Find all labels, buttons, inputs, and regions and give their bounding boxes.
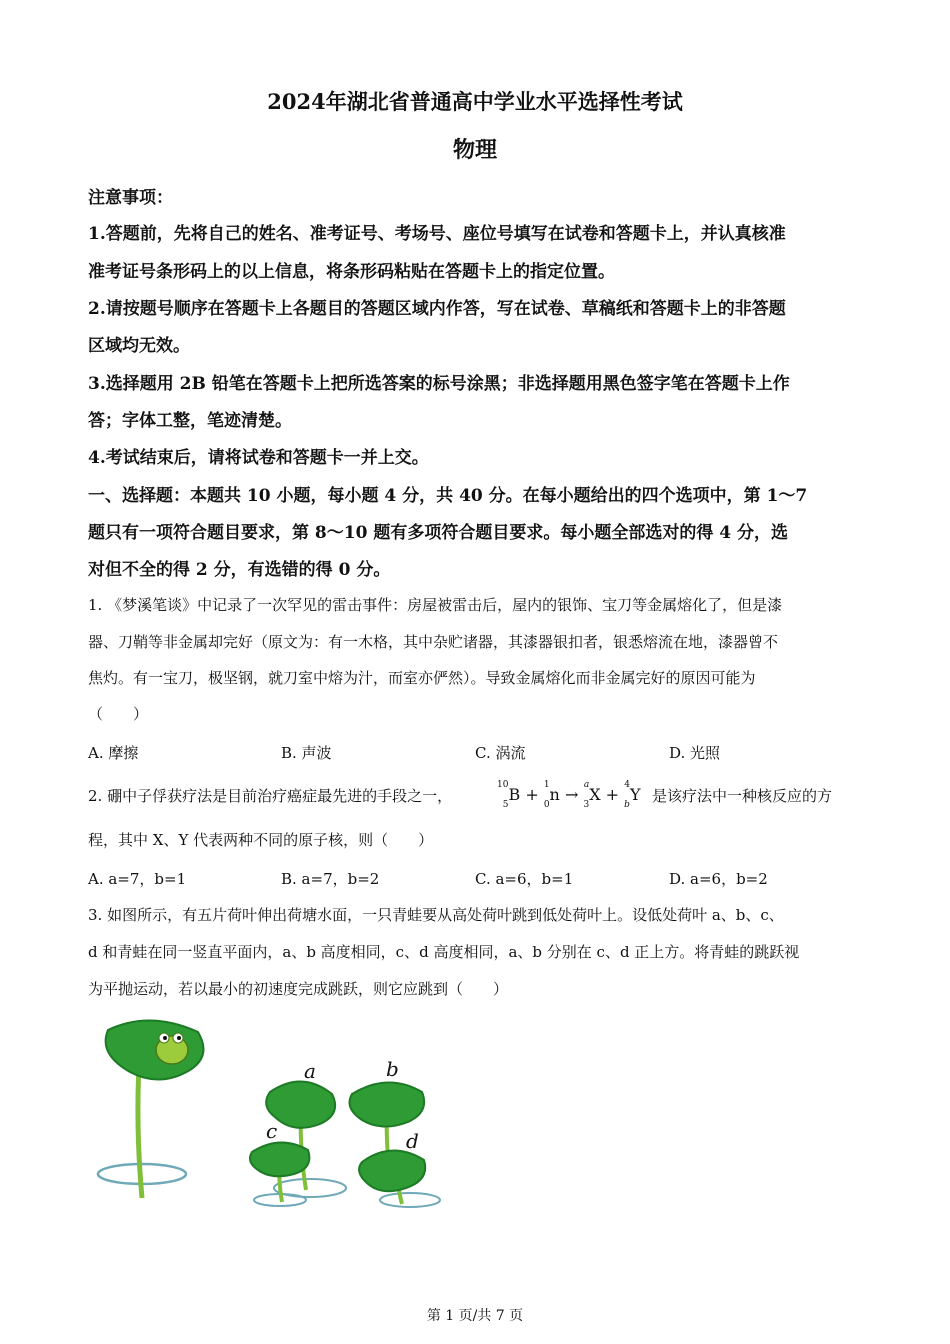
notice-line: 答；字体工整，笔迹清楚。: [88, 411, 292, 431]
leaf-label-a: a: [304, 1059, 316, 1083]
leaf-label-c: c: [266, 1119, 278, 1143]
exam-title: 2024年湖北省普通高中学业水平选择性考试: [267, 89, 683, 114]
question-3-text: 3. 如图所示，有五片荷叶伸出荷塘水面，一只青蛙要从高处荷叶跳到低处荷叶上。设低处荷叶 a、b、c、: [88, 906, 784, 924]
section-instructions: 对但不全的得 2 分，有选错的得 0 分。: [88, 560, 391, 580]
lotus-leaf-c: [250, 1142, 309, 1176]
notice-line: 区域均无效。: [88, 336, 190, 356]
q1-option-b: B. 声波: [281, 744, 332, 762]
page-number: 第 1 页/共 7 页: [426, 1308, 524, 1324]
q1-option-d: D. 光照: [669, 744, 721, 762]
q2-option-a: A. a=7，b=1: [88, 870, 187, 888]
question-2-text: 程，其中 X、Y 代表两种不同的原子核，则（ ）: [88, 831, 434, 849]
notice-heading: 注意事项：: [88, 188, 173, 208]
section-instructions: 题只有一项符合题目要求，第 8～10 题有多项符合题目要求。每小题全部选对的得 4 分，选: [88, 523, 788, 543]
notice-line: 1.答题前，先将自己的姓名、准考证号、考场号、座位号填写在试卷和答题卡上，并认真核准: [88, 224, 786, 244]
lotus-leaf-high: [106, 1020, 204, 1079]
question-1-answer-blank: （ ）: [88, 705, 149, 723]
question-2-text: 2. 硼中子俘获疗法是目前治疗癌症最先进的手段之一，: [88, 787, 453, 805]
notice-line: 4.考试结束后，请将试卷和答题卡一并上交。: [88, 448, 429, 468]
section-instructions: 一、选择题：本题共 10 小题，每小题 4 分，共 40 分。在每小题给出的四个选项中，第 1～7: [88, 486, 808, 506]
q2-option-b: B. a=7，b=2: [281, 870, 380, 888]
leaf-label-d: d: [406, 1129, 419, 1153]
subject-title: 物理: [452, 137, 497, 163]
question-1-text: 1. 《梦溪笔谈》中记录了一次罕见的雷击事件：房屋被雷击后，屋内的银饰、宝刀等金属熔化了，但是漆: [88, 596, 783, 614]
q1-option-a: A. 摩擦: [88, 744, 139, 762]
lotus-leaf-b: [350, 1082, 425, 1126]
q2-option-d: D. a=6，b=2: [669, 870, 768, 888]
q1-option-c: C. 涡流: [475, 744, 526, 762]
frog-icon: [156, 1033, 188, 1064]
question-2-text: 是该疗法中一种核反应的方: [652, 787, 833, 805]
question-3-text: 为平抛运动，若以最小的初速度完成跳跃，则它应跳到（ ）: [88, 980, 509, 998]
question-3-text: d 和青蛙在同一竖直平面内，a、b 高度相同，c、d 高度相同，a、b 分别在 c、d 正上方。将青蛙的跳跃视: [88, 943, 800, 961]
question-1-text: 焦灼。有一宝刀，极坚钢，就刀室中熔为汁，而室亦俨然）。导致金属熔化而非金属完好的原因可能为: [88, 669, 756, 687]
notice-line: 2.请按题号顺序在答题卡上各题目的答题区域内作答，写在试卷、草稿纸和答题卡上的非答题: [88, 299, 786, 319]
notice-line: 3.选择题用 2B 铅笔在答题卡上把所选答案的标号涂黑；非选择题用黑色签字笔在答题卡上作: [88, 374, 790, 394]
nuclear-reaction-equation: $^{10}$ $_5$B + $^1$ $_0$n → $^a$ $_3$X + $^4$ $_b$Y: [497, 780, 641, 811]
question-1-text: 器、刀鞘等非金属却完好（原文为：有一木格，其中杂贮诸器，其漆器银扣者，银悉熔流在地，漆器曾不: [88, 633, 779, 651]
lotus-leaf-figure: [80, 1010, 460, 1210]
leaf-label-b: b: [386, 1057, 399, 1081]
water-ripple: [380, 1193, 440, 1207]
lotus-leaf-d: [359, 1150, 425, 1191]
q2-option-c: C. a=6，b=1: [475, 870, 574, 888]
notice-line: 准考证号条形码上的以上信息，将条形码粘贴在答题卡上的指定位置。: [88, 262, 615, 282]
